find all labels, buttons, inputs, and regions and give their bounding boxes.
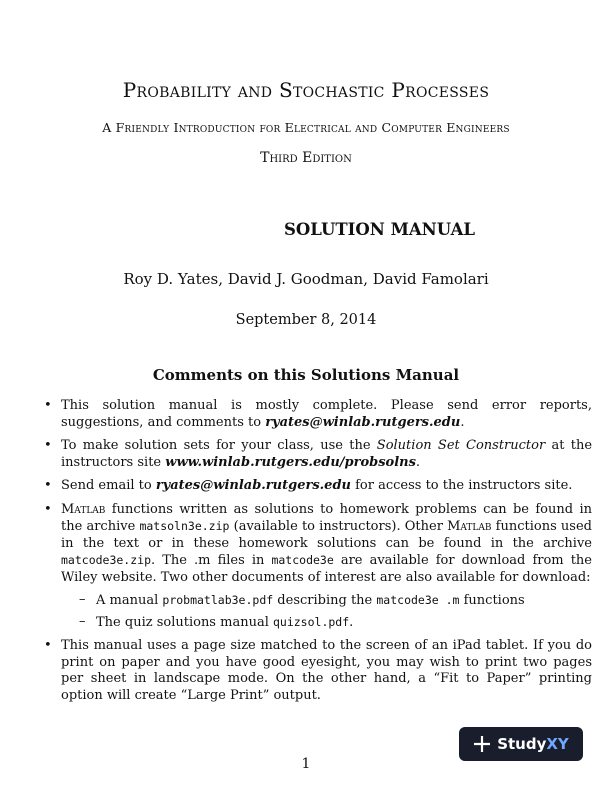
book-edition: Third Edition: [260, 150, 352, 166]
filename: quizsol.pdf: [272, 614, 350, 629]
bullet-icon: •: [44, 638, 52, 653]
bullet-icon: •: [44, 501, 52, 517]
list-item: [44, 502, 592, 632]
book-title: Probability and Stochastic Processes: [122, 78, 490, 102]
book-subtitle: A Friendly Introduction for Electrical and Computer Engineers: [102, 120, 510, 135]
bullet-text: . The .m files in: [151, 553, 272, 568]
plus-icon: [473, 735, 491, 753]
punctuation: .: [349, 614, 354, 630]
bullet-text: describing the: [273, 593, 377, 608]
filename: matcode3e: [271, 553, 334, 567]
list-item: [44, 398, 592, 431]
list-item: [44, 638, 592, 704]
matlab-name: Matlab: [447, 519, 492, 534]
matlab-name: Matlab: [61, 501, 106, 517]
url-link[interactable]: www.winlab.rutgers.edu/probsolns: [165, 454, 416, 470]
solution-manual-heading: SOLUTION MANUAL: [284, 220, 476, 239]
comments-list: [44, 398, 592, 711]
page-number: 1: [301, 756, 311, 772]
bullet-text: This solution manual is mostly complete. Please send error reports, suggestions, and comments to: [61, 398, 592, 430]
date: September 8, 2014: [235, 312, 377, 328]
email-link[interactable]: ryates@winlab.rutgers.edu: [265, 414, 461, 430]
bullet-text: functions written as solutions to homework problems can be found in the archive: [61, 501, 592, 534]
badge-text: Study: [497, 735, 547, 753]
bullet-text: This manual uses a page size matched to the screen of an iPad tablet. If you do print on paper and you have good eyesight, you may wish to print two pages per sheet in landscape mode. On the other hand, a “Fit to Paper” printing option will create “Large Print” output.: [61, 638, 592, 703]
filename: matsoln3e.zip: [139, 519, 230, 533]
bullet-icon: •: [44, 478, 52, 493]
list-item: [44, 438, 592, 471]
dash-icon: –: [79, 613, 86, 629]
bullet-text: Send email to: [61, 478, 156, 493]
bullet-text: The quiz solutions manual: [96, 614, 273, 630]
sub-list: [61, 592, 592, 631]
bullet-text: A manual: [96, 593, 163, 608]
bullet-text: (available to instructors). Other: [229, 519, 448, 534]
email-link[interactable]: ryates@winlab.rutgers.edu: [155, 478, 351, 493]
punctuation: .: [460, 414, 465, 430]
filename: matcode3e .m: [376, 593, 460, 607]
tool-name: Solution Set Constructor: [376, 438, 546, 453]
badge-text-accent: XY: [546, 735, 569, 753]
bullet-text: are available for download from the Wiley website. Two other documents of interest are also available for download:: [61, 553, 592, 585]
sub-list-item: [79, 592, 592, 610]
bullet-text: functions used in the text or in these homework solutions can be found in the archive: [61, 519, 592, 551]
filename: probmatlab3e.pdf: [162, 593, 274, 607]
bullet-icon: •: [44, 438, 52, 453]
punctuation: .: [415, 454, 421, 470]
sub-list-item: [79, 614, 592, 632]
bullet-text: for access to the instructors site.: [350, 478, 573, 493]
bullet-text: functions: [459, 593, 525, 608]
comments-heading: Comments on this Solutions Manual: [152, 366, 460, 384]
bullet-text: at the instructors site: [61, 438, 593, 470]
list-item: [44, 478, 592, 495]
filename: matcode3e.zip: [61, 553, 152, 567]
dash-icon: –: [79, 592, 86, 607]
authors: Roy D. Yates, David J. Goodman, David Famolari: [123, 270, 489, 288]
bullet-icon: •: [44, 398, 52, 413]
bullet-text: To make solution sets for your class, use the: [61, 438, 377, 453]
